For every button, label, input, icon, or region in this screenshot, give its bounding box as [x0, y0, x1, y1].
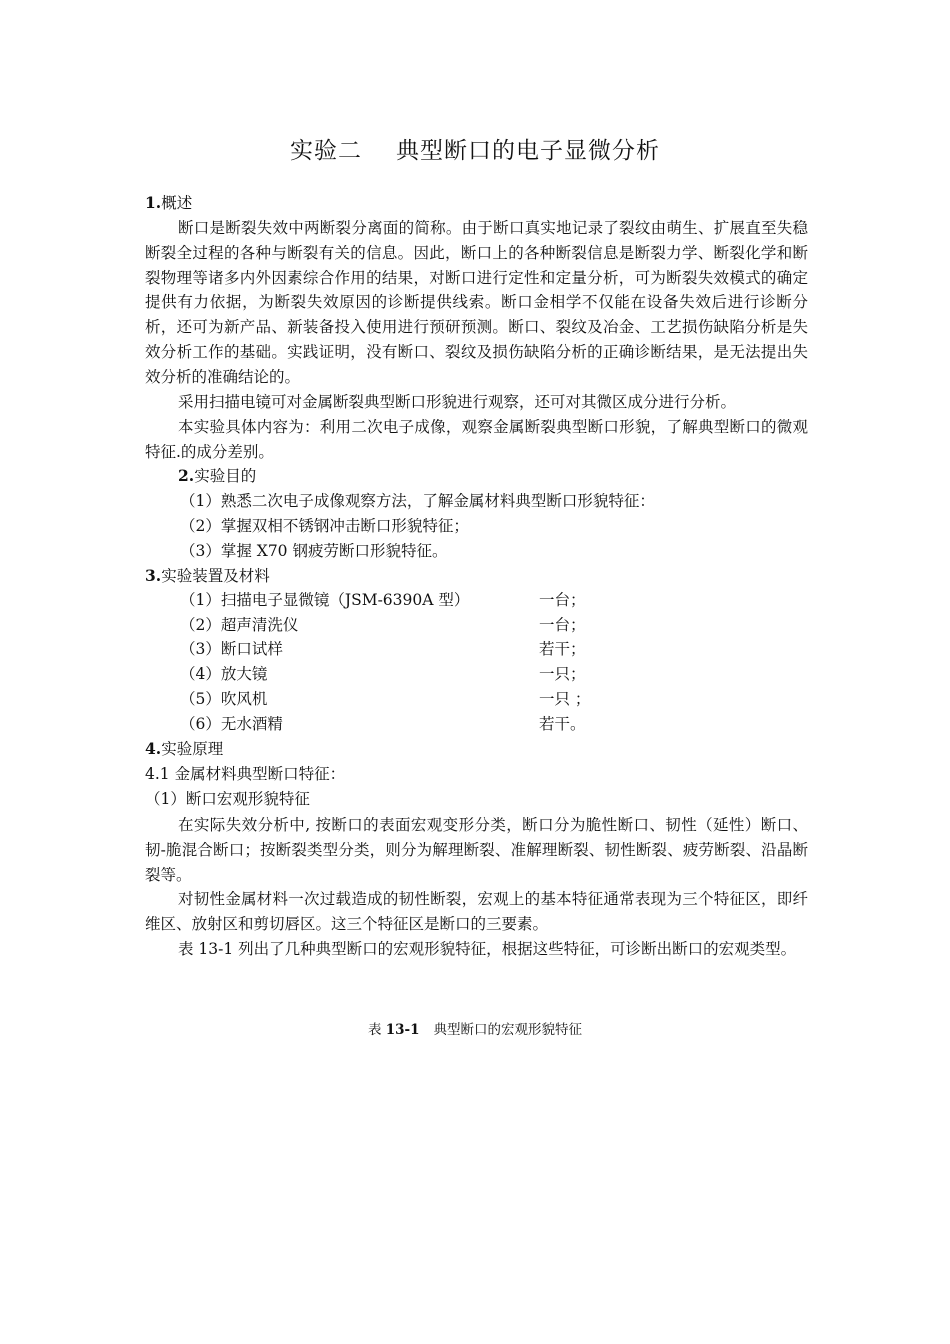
subsection-heading: 4.1 金属材料典型断口特征：	[145, 765, 346, 783]
equipment-qty: 一台；	[539, 591, 586, 609]
section-3-heading: 3.实验装置及材料	[145, 566, 270, 585]
equipment-qty: 一只；	[539, 665, 586, 683]
equipment-name: （4）放大镜	[180, 665, 268, 683]
title-main: 实验二	[290, 138, 362, 164]
subsection-heading: （1）断口宏观形貌特征	[145, 790, 310, 808]
page-title	[0, 132, 950, 165]
section-1-paragraph-2: 采用扫描电镜可对金属断裂典型断口形貌进行观察，还可对其微区成分进行分析。	[178, 393, 737, 411]
equipment-name: （1）扫描电子显微镜（JSM-6390A 型）	[180, 591, 470, 609]
section-4-paragraph-1: 在实际失效分析中, 按断口的表面宏观变形分类，断口分为脆性断口、韧性（延性）断口、韧-脆混合断口；按断裂类型分类，则分为解理断裂、准解理断裂、韧性断裂、疲劳断裂、沿晶断裂等。	[145, 816, 808, 884]
section-4-paragraph-2: 对韧性金属材料一次过载造成的韧性断裂，宏观上的基本特征通常表现为三个特征区，即纤维区、放射区和剪切唇区。这三个特征区是断口的三要素。	[145, 890, 808, 933]
section-4-paragraph-3: 表 13-1 列出了几种典型断口的宏观形貌特征，根据这些特征，可诊断出断口的宏观类型。	[178, 940, 797, 958]
equipment-name: （3）断口试样	[180, 640, 283, 658]
objective-item: （1）熟悉二次电子成像观察方法，了解金属材料典型断口形貌特征：	[180, 492, 655, 510]
equipment-name: （6）无水酒精	[180, 715, 283, 733]
section-1-paragraph-1: 断口是断裂失效中两断裂分离面的简称。由于断口真实地记录了裂纹由萌生、扩展直至失稳断裂全过程的各种与断裂有关的信息。因此，断口上的各种断裂信息是断裂力学、断裂化学和断裂物理等诸多内外因素综合作用的结果，对断口进行定性和定量分析，可为断裂失效模式的确定提供有力依据，为断裂失效原因的诊断提供线索。断口金相学不仅能在设备失效后进行诊断分析，还可为新产品、新装备投入使用进行预研预测。断口、裂纹及冶金、工艺损伤缺陷分析是失效分析工作的基础。实践证明，没有断口、裂纹及损伤缺陷分析的正确诊断结果，是无法提出失效分析的准确结论的。	[145, 219, 808, 386]
section-2-heading: 2.实验目的	[178, 466, 257, 485]
equipment-qty: 一只 ；	[539, 690, 591, 708]
equipment-name: （5）吹风机	[180, 690, 268, 708]
section-1-paragraph-3: 本实验具体内容为：利用二次电子成像，观察金属断裂典型断口形貌，了解典型断口的微观特征.的成分差别。	[145, 418, 808, 461]
section-1-heading: 1.概述	[145, 193, 193, 212]
equipment-name: （2）超声清洗仪	[180, 616, 299, 634]
equipment-qty: 一台；	[539, 616, 586, 634]
equipment-qty: 若干。	[539, 715, 586, 733]
section-4-heading: 4.实验原理	[145, 739, 224, 758]
objective-item: （3）掌握 X70 钢疲劳断口形貌特征。	[180, 542, 448, 560]
table-caption: 表 13-1 典型断口的宏观形貌特征	[367, 1022, 583, 1038]
title-sub: 典型断口的电子显微分析	[396, 138, 660, 164]
equipment-qty: 若干；	[539, 640, 586, 658]
objective-item: （2）掌握双相不锈钢冲击断口形貌特征；	[180, 517, 469, 535]
